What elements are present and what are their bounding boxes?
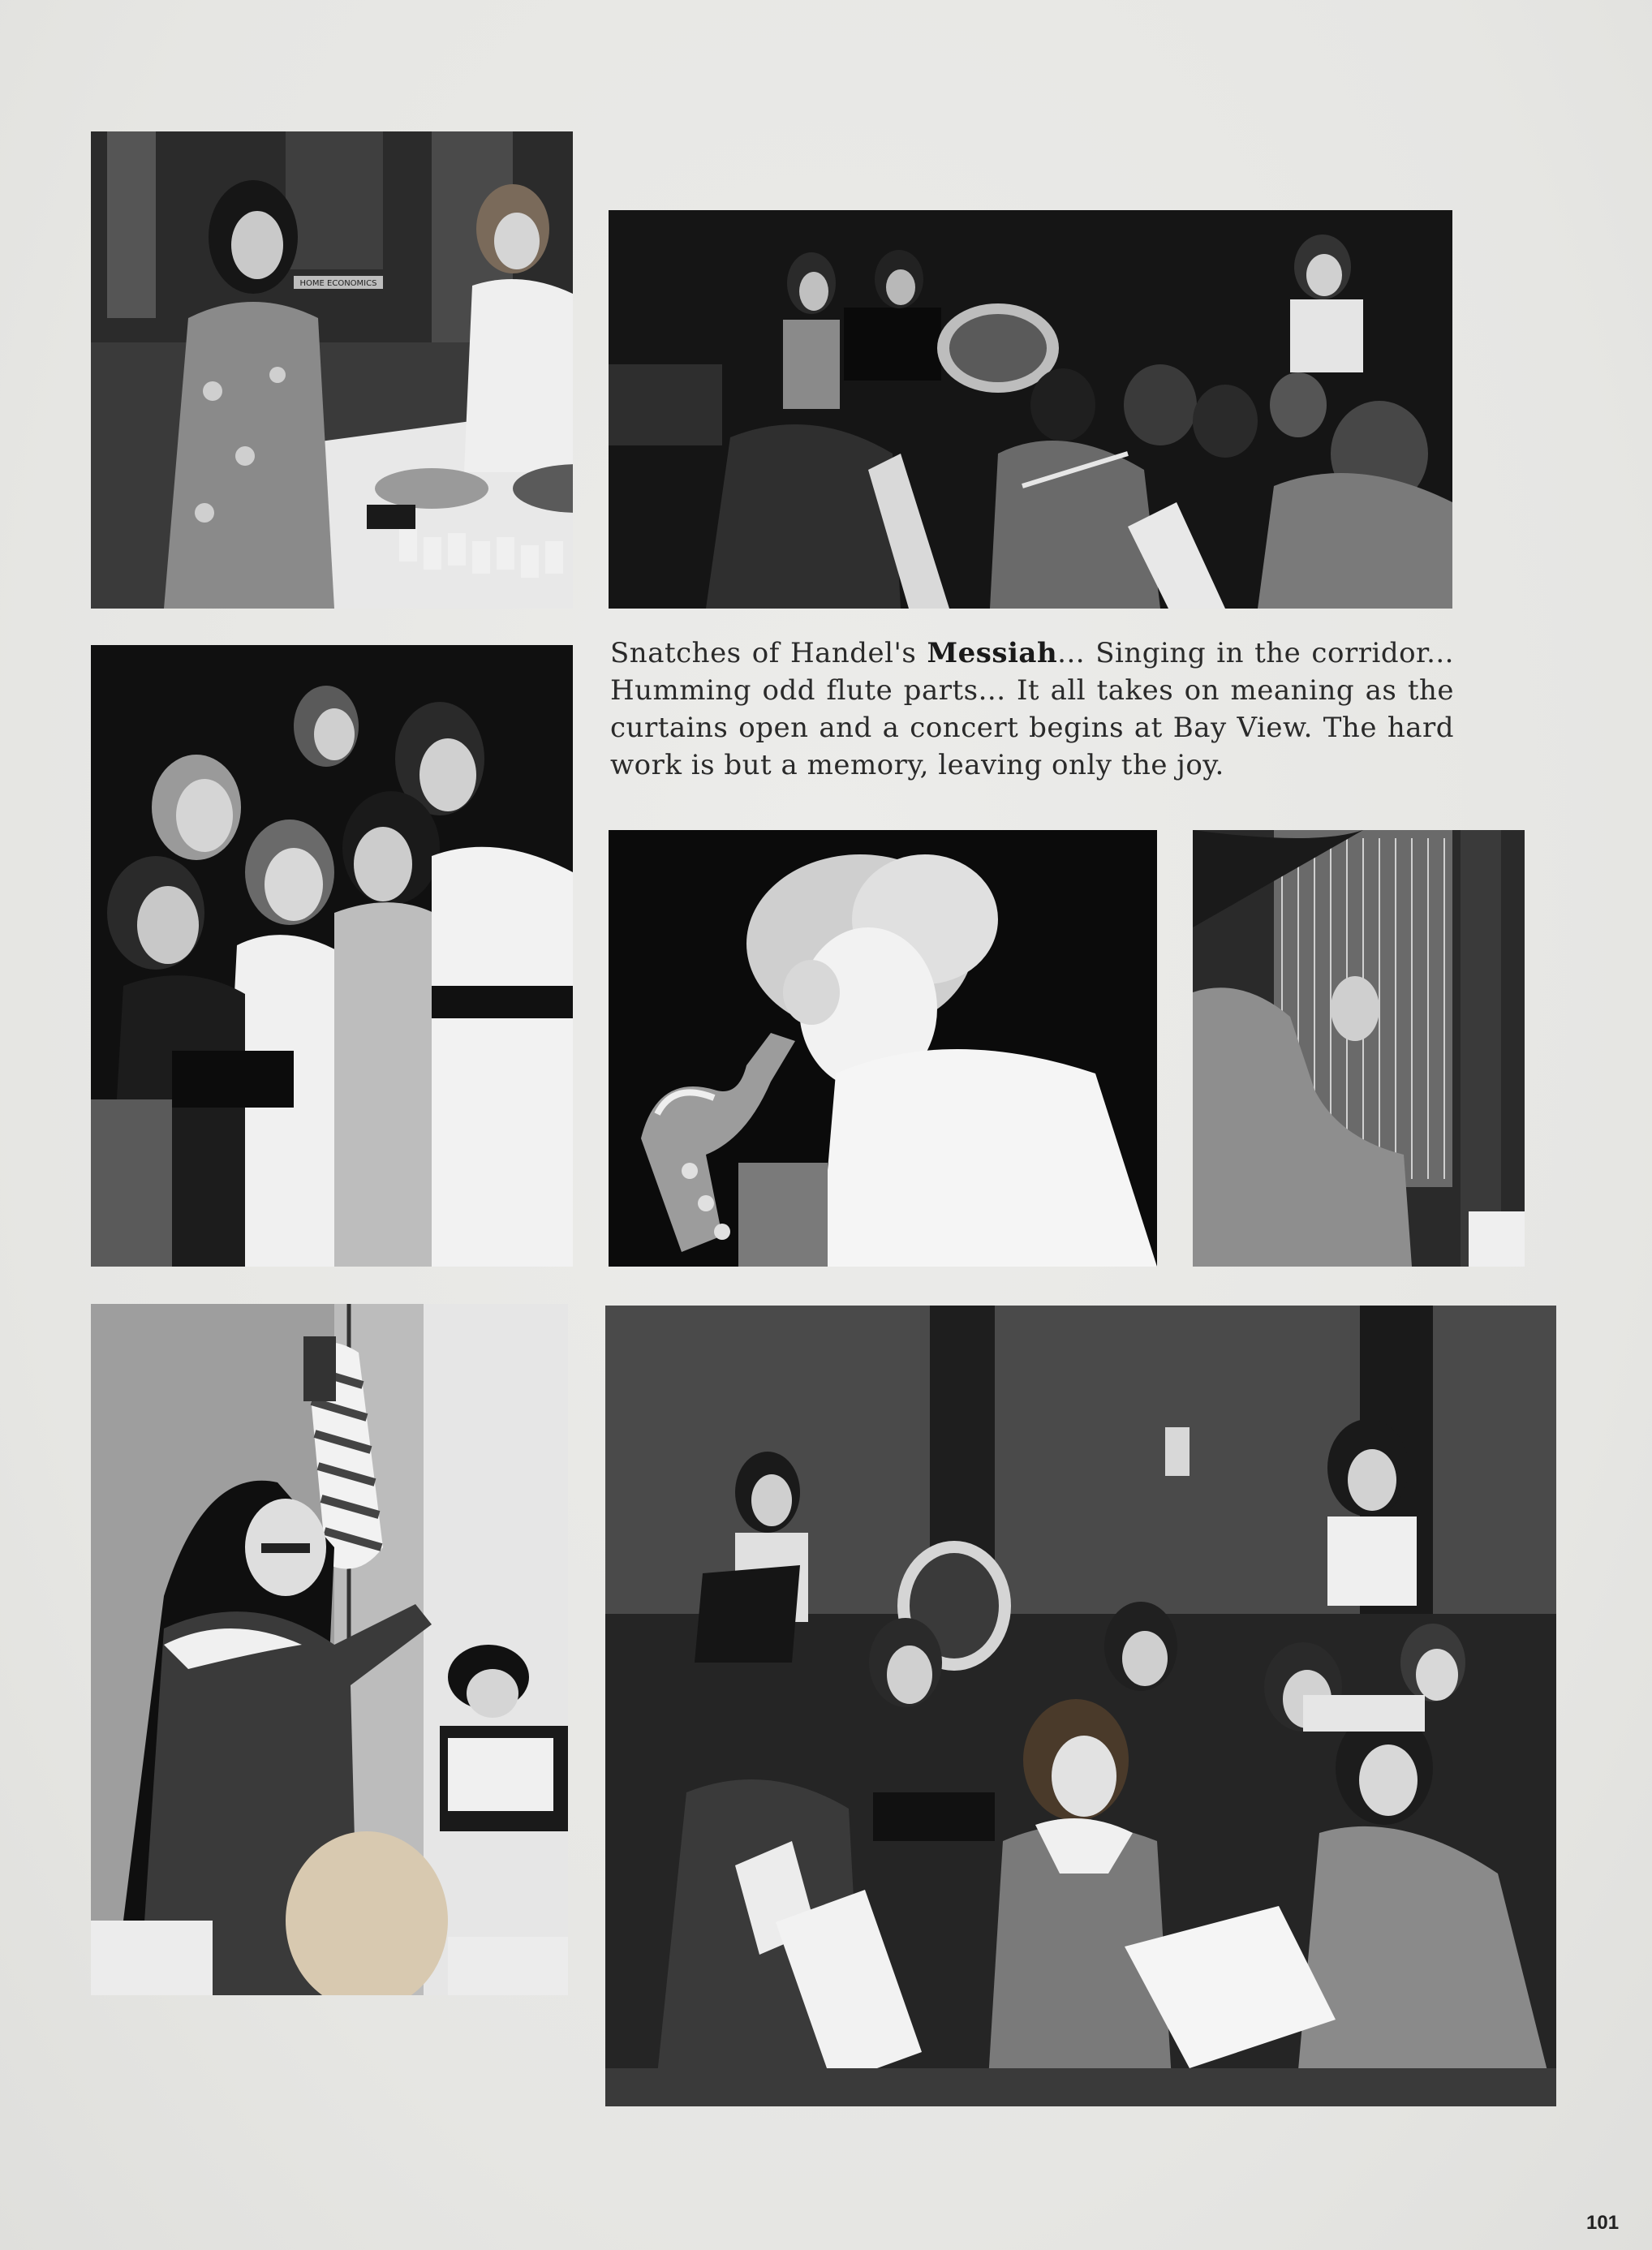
home-ec-sign: HOME ECONOMICS: [299, 279, 377, 288]
photo-refreshment-table: [91, 131, 573, 609]
photo-orchestra-rehearsal: [609, 210, 1452, 609]
photo-orchestra-rehearsal-image: [609, 210, 1452, 609]
photo-orchestra-performance-image: [605, 1306, 1556, 2106]
photo-sister-conducting-image: [91, 1304, 568, 1995]
photo-saxophone-player: [609, 830, 1157, 1267]
photo-harp-player: [1193, 830, 1525, 1267]
photo-choir-singing-image: [91, 645, 573, 1267]
photo-refreshment-table-image: [91, 131, 573, 609]
caption-text-start: Snatches of Handel's: [610, 637, 927, 669]
photo-choir-singing: [91, 645, 573, 1267]
photo-caption: [610, 635, 1454, 784]
photo-orchestra-performance: [605, 1306, 1556, 2106]
photo-saxophone-player-image: [609, 830, 1157, 1267]
caption-emphasis-messiah: Messiah: [927, 637, 1058, 669]
photo-harp-player-image: [1193, 830, 1525, 1267]
page-number: 101: [1586, 2212, 1620, 2234]
caption-text-rest: ... Singing in the corridor... Humming odd flute parts... It all takes on meaning as the curtains open and a concert begins at Bay View. The hard work is but a memory, leaving only the joy.: [610, 637, 1454, 781]
photo-sister-conducting: [91, 1304, 568, 1995]
